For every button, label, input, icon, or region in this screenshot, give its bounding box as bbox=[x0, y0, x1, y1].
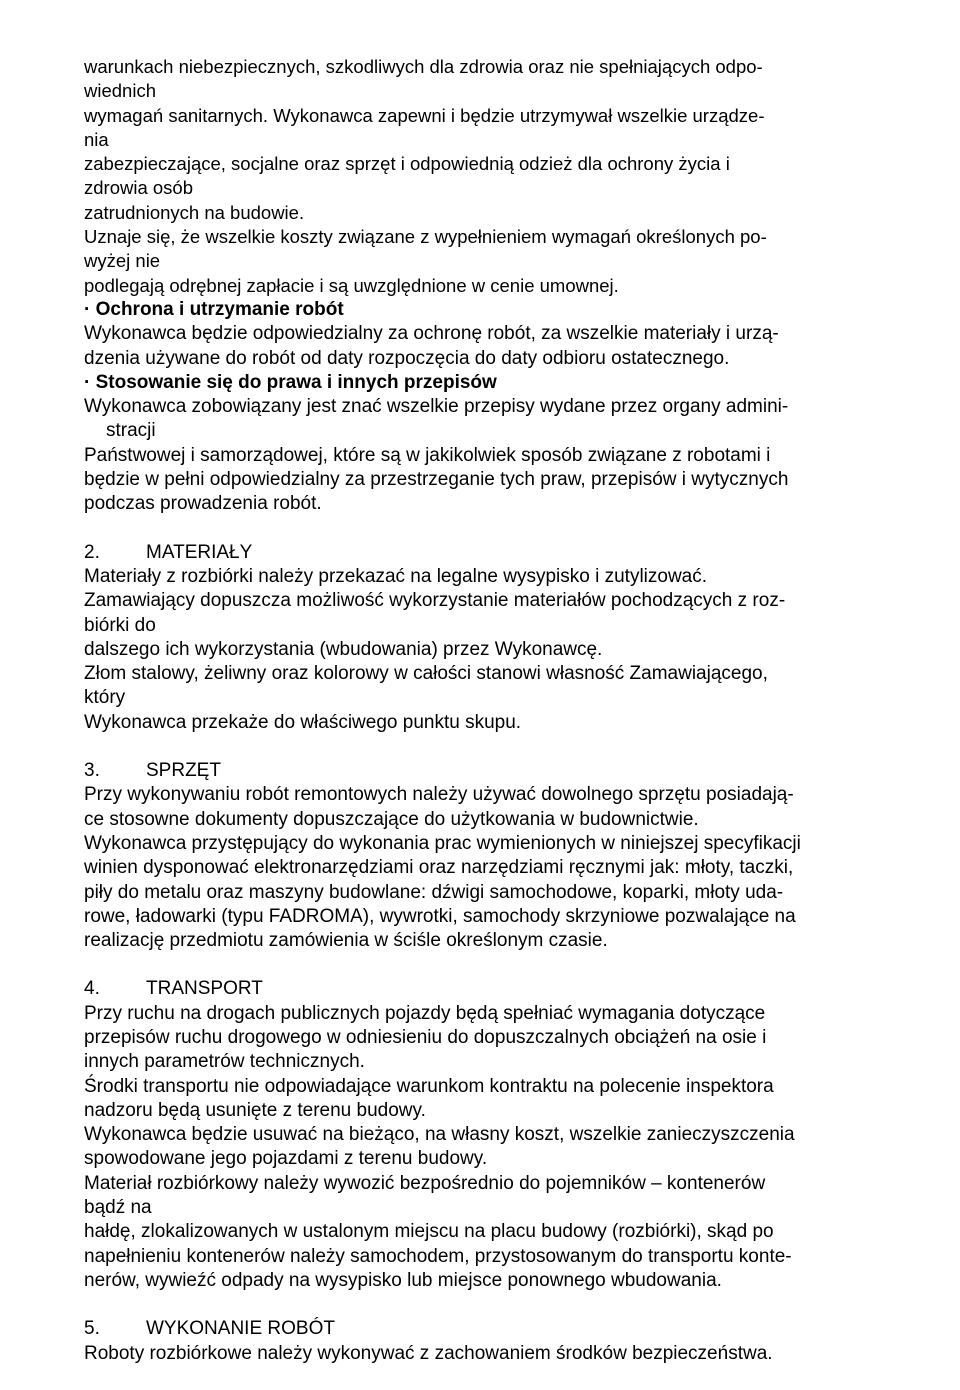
text-line: napełnieniu kontenerów należy samochodem, przystosowanym do transportu konte- bbox=[84, 1245, 792, 1267]
text-line: bądź na bbox=[84, 1197, 152, 1219]
section-wykonanie bbox=[84, 1317, 874, 1366]
text-line: nadzoru będą usunięte z terenu budowy. bbox=[84, 1099, 426, 1121]
text-line: Środki transportu nie odpowiadające warunkom kontraktu na polecenie inspektora bbox=[84, 1075, 774, 1097]
text-line: winien dysponować elektronarzędziami oraz narzędziami ręcznymi jak: młoty, taczki, bbox=[84, 857, 794, 879]
text-line: dalszego ich wykorzystania (wbudowania) przez Wykonawcę. bbox=[84, 638, 603, 660]
text-line: ce stosowne dokumenty dopuszczające do użytkowania w budownictwie. bbox=[84, 808, 699, 830]
text-line: Złom stalowy, żeliwny oraz kolorowy w całości stanowi własność Zamawiającego, bbox=[84, 663, 768, 685]
section-title: SPRZĘT bbox=[146, 760, 221, 782]
section-number: 3. bbox=[84, 760, 100, 782]
ochrona-block bbox=[84, 298, 874, 371]
text-line: przepisów ruchu drogowego w odniesieniu do dopuszczalnych obciążeń na osie i bbox=[84, 1026, 767, 1048]
text-line: wymagań sanitarnych. Wykonawca zapewni i będzie utrzymywał wszelkie urządze- bbox=[84, 104, 765, 126]
section-heading bbox=[84, 1317, 874, 1341]
section-number: 2. bbox=[84, 541, 100, 563]
ochrona-heading: · Ochrona i utrzymanie robót bbox=[84, 298, 344, 320]
text-line: wiednich bbox=[84, 80, 156, 102]
section-sprzet bbox=[84, 759, 874, 953]
text-line: rowe, ładowarki (typu FADROMA), wywrotki, samochody skrzyniowe pozwalające na bbox=[84, 905, 796, 927]
text-line: biórki do bbox=[84, 614, 156, 636]
text-line: warunkach niebezpiecznych, szkodliwych dla zdrowia oraz nie spełniających odpo- bbox=[84, 56, 763, 77]
document-body bbox=[84, 55, 874, 1366]
text-line: realizację przedmiotu zamówienia w ściśle określonym czasie. bbox=[84, 930, 608, 952]
text-line: Wykonawca przystępujący do wykonania prac wymienionych w niniejszej specyfikacji bbox=[84, 832, 801, 854]
section-materialy bbox=[84, 541, 874, 735]
text-line: piły do metalu oraz maszyny budowlane: dźwigi samochodowe, koparki, młoty uda- bbox=[84, 881, 784, 903]
text-line: nia bbox=[84, 128, 109, 150]
section-heading bbox=[84, 977, 874, 1001]
section-number: 5. bbox=[84, 1318, 100, 1340]
text-line: podlegają odrębnej zapłacie i są uwzględnione w cenie umownej. bbox=[84, 274, 619, 296]
stosowanie-block bbox=[84, 371, 874, 517]
text-line: Przy ruchu na drogach publicznych pojazdy będą spełniać wymagania dotyczące bbox=[84, 1002, 766, 1024]
text-line: podczas prowadzenia robót. bbox=[84, 493, 322, 515]
text-line: Materiał rozbiórkowy należy wywozić bezpośrednio do pojemników – kontenerów bbox=[84, 1172, 766, 1194]
intro-paragraph bbox=[84, 55, 874, 298]
section-title: WYKONANIE ROBÓT bbox=[146, 1318, 335, 1340]
section-title: TRANSPORT bbox=[146, 978, 263, 1000]
text-line: będzie w pełni odpowiedzialny za przestrzeganie tych praw, przepisów i wytycznych bbox=[84, 469, 789, 491]
stosowanie-heading: · Stosowanie się do prawa i innych przepisów bbox=[84, 371, 497, 393]
text-line: Wykonawca przekaże do właściwego punktu skupu. bbox=[84, 711, 522, 733]
text-line: hałdę, zlokalizowanych w ustalonym miejscu na placu budowy (rozbiórki), skąd po bbox=[84, 1221, 774, 1243]
text-line: Wykonawca zobowiązany jest znać wszelkie przepisy wydane przez organy admini- bbox=[84, 396, 789, 418]
text-line: Zamawiający dopuszcza możliwość wykorzystanie materiałów pochodzących z roz- bbox=[84, 590, 786, 612]
section-title: MATERIAŁY bbox=[146, 541, 253, 563]
text-line: zatrudnionych na budowie. bbox=[84, 201, 305, 223]
text-line: nerów, wywieźć odpady na wysypisko lub miejsce ponownego wbudowania. bbox=[84, 1269, 722, 1291]
text-line: zdrowia osób bbox=[84, 177, 194, 199]
text-line: Przy wykonywaniu robót remontowych należy używać dowolnego sprzętu posiadają- bbox=[84, 784, 794, 806]
text-line: innych parametrów technicznych. bbox=[84, 1051, 365, 1073]
text-line: Roboty rozbiórkowe należy wykonywać z zachowaniem środków bezpieczeństwa. bbox=[84, 1342, 773, 1364]
section-number: 4. bbox=[84, 978, 100, 1000]
text-line: wyżej nie bbox=[84, 250, 161, 272]
section-heading bbox=[84, 759, 874, 783]
text-line: Materiały z rozbiórki należy przekazać na legalne wysypisko i zutylizować. bbox=[84, 565, 708, 587]
text-line: Uznaje się, że wszelkie koszty związane z wypełnieniem wymagań określonych po- bbox=[84, 226, 767, 248]
text-line: dzenia używane do robót od daty rozpoczęcia do daty odbioru ostatecznego. bbox=[84, 347, 730, 369]
text-line: Państwowej i samorządowej, które są w jakikolwiek sposób związane z robotami i bbox=[84, 444, 771, 466]
text-line: zabezpieczające, socjalne oraz sprzęt i odpowiednią odzież dla ochrony życia i bbox=[84, 153, 730, 175]
section-heading bbox=[84, 541, 874, 565]
text-line: Wykonawca będzie odpowiedzialny za ochronę robót, za wszelkie materiały i urzą- bbox=[84, 323, 779, 345]
text-line: spowodowane jego pojazdami z terenu budowy. bbox=[84, 1148, 488, 1170]
text-line: stracji bbox=[106, 420, 156, 442]
text-line: który bbox=[84, 687, 126, 709]
section-transport bbox=[84, 977, 874, 1293]
text-line: Wykonawca będzie usuwać na bieżąco, na własny koszt, wszelkie zanieczyszczenia bbox=[84, 1124, 795, 1146]
